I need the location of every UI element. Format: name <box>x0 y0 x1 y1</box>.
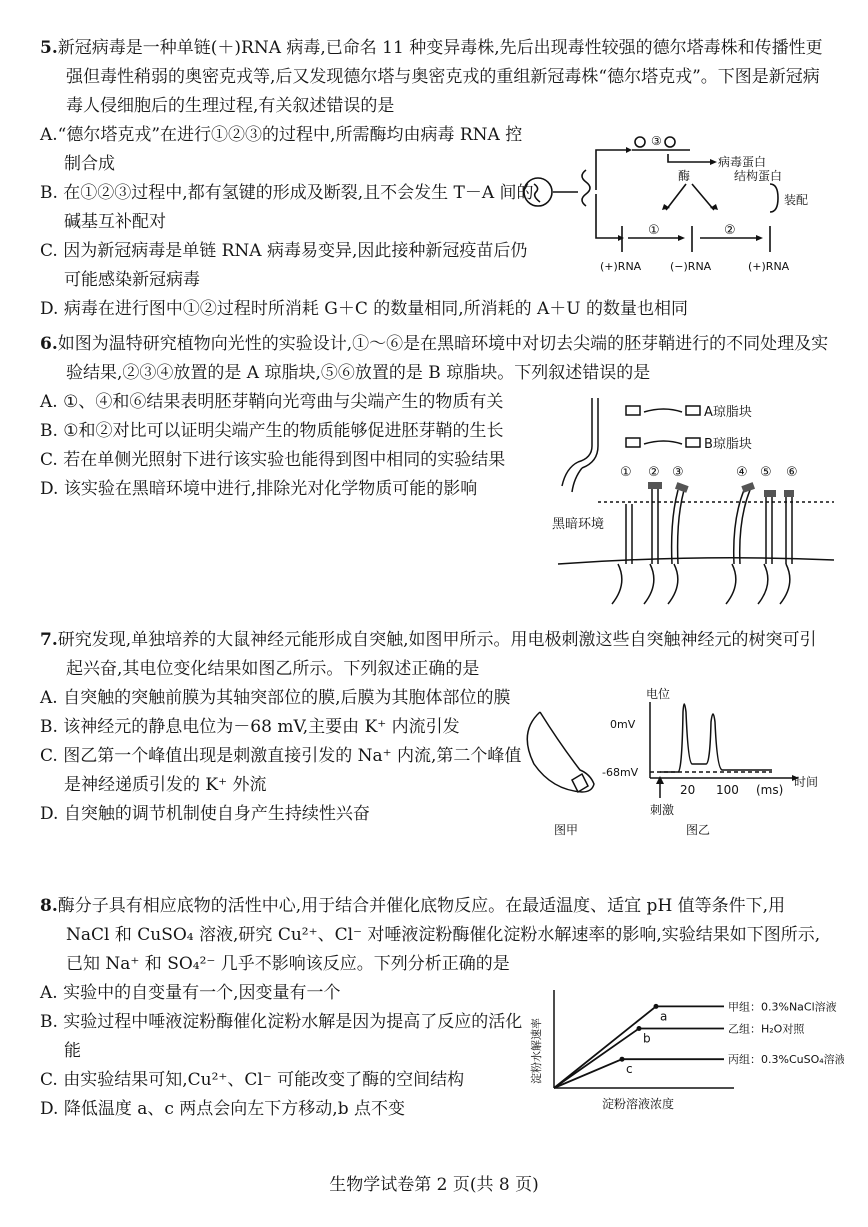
agar-block-a <box>686 406 700 415</box>
figure-enzyme-chart <box>524 984 844 1114</box>
ribosome-1 <box>635 137 645 147</box>
agar-block-a-source <box>626 406 640 415</box>
tick-20: 20 <box>680 783 696 797</box>
label-stimulus: 刺激 <box>650 803 675 817</box>
autapse-terminal <box>572 774 588 792</box>
label-circled-6: ⑥ <box>786 465 798 480</box>
caption-figure-b: 图乙 <box>686 823 711 837</box>
question-stem: 酶分子具有相应底物的活性中心,用于结合并催化底物反应。在最适温度、适宜 pH 值等条件下,用 NaCl 和 CuSO₄ 溶液,研究 Cu²⁺、Cl⁻ 对唾液淀粉酶催化淀粉水解速率的影响,实验结果如下图所示,已知 Na⁺ 和 SO₄²⁻ 几乎不影响该反应。下列分析正确的是 <box>57 896 821 974</box>
branch-top <box>596 150 626 190</box>
option-b: B. ①和②对比可以证明尖端产生的物质能够促进胚芽鞘的生长 <box>40 421 504 441</box>
label-plus-rna-1: (+)RNA <box>600 260 642 273</box>
arrowhead <box>656 776 664 784</box>
virus-rna-coil <box>534 184 540 202</box>
ribosome-2 <box>665 137 675 147</box>
label-minus-rna: (−)RNA <box>670 260 712 273</box>
arrow-enzyme-1 <box>666 184 686 210</box>
option-d: D. 自突触的调节机制使自身产生持续性兴奋 <box>40 804 370 824</box>
question-stem: 如图为温特研究植物向光性的实验设计,①～⑥是在黑暗环境中对切去尖端的胚芽鞘进行的不同处理及实验结果,②③④放置的是 A 琼脂块,⑤⑥放置的是 B 琼脂块。下列叙述错误的是 <box>57 334 829 383</box>
potential-trace <box>660 704 772 772</box>
question-number: 5. <box>40 38 58 58</box>
branch-bottom <box>596 194 618 238</box>
series-point-c <box>620 1057 625 1062</box>
arrow-to-a <box>644 409 682 412</box>
legend-label-2: 乙组：H₂O对照 <box>728 1022 805 1036</box>
agar-block-b-source <box>626 438 640 447</box>
seedling-root <box>562 462 582 492</box>
label-dark-environment: 黑暗环境 <box>552 517 605 532</box>
label-zero-mv: 0mV <box>610 718 636 731</box>
arrow-to-b <box>644 441 682 444</box>
page-footer: 生物学试卷第 2 页(共 8 页) <box>329 1175 539 1195</box>
y-axis-label: 淀粉水解速率 <box>530 1018 543 1084</box>
label-time: 时间 <box>794 775 819 789</box>
point-label-b: b <box>643 1031 651 1046</box>
arrowhead <box>756 235 763 241</box>
option-c: C. 由实验结果可知,Cu²⁺、Cl⁻ 可能改变了酶的空间结构 <box>40 1070 465 1090</box>
label-circled-1: ① <box>620 465 632 480</box>
question-number: 8. <box>40 896 58 916</box>
label-step-2: ② <box>724 223 736 238</box>
question-stem: 研究发现,单独培养的大鼠神经元能形成自突触,如图甲所示。用电极刺激这些自突触神经元的树突可引起兴奋,其电位变化结果如图乙所示。下列叙述正确的是 <box>57 630 817 679</box>
label-structural-protein: 结构蛋白 <box>734 169 783 183</box>
agar-on-4 <box>741 482 755 493</box>
label-step-1: ① <box>648 223 660 238</box>
arrowhead <box>626 147 632 153</box>
agar-on-5 <box>764 490 776 497</box>
coleoptile-tip <box>578 398 592 462</box>
label-viral-protein: 病毒蛋白 <box>718 155 767 169</box>
arrowhead <box>618 235 624 241</box>
virus-particle <box>524 178 552 206</box>
series-point-b <box>637 1026 642 1031</box>
seed-roots <box>612 564 790 604</box>
point-label-a: a <box>660 1009 668 1024</box>
neuron-cell-body <box>527 712 594 792</box>
figure-autapse <box>510 682 830 842</box>
agar-block-b <box>686 438 700 447</box>
agar-on-6 <box>784 490 794 497</box>
label-enzyme: 酶 <box>678 169 691 183</box>
figure-went-experiment <box>548 392 838 620</box>
label-circled-3: ③ <box>672 465 684 480</box>
option-a: A. ①、④和⑥结果表明胚芽鞘向光弯曲与尖端产生的物质有关 <box>40 392 504 412</box>
series-line-1 <box>554 1006 724 1088</box>
option-b: B. 在①②③过程中,都有氢键的形成及断裂,且不会发生 T－A 间的碱基互补配对 <box>40 183 534 232</box>
coleoptile-4 <box>734 490 750 564</box>
label-ms: (ms) <box>756 783 784 797</box>
question-number: 6. <box>40 334 58 354</box>
label-potential: 电位 <box>646 687 671 701</box>
x-axis-label: 淀粉溶液浓度 <box>602 1097 675 1111</box>
option-a: A. 自突触的突触前膜为其轴突部位的膜,后膜为其胞体部位的膜 <box>40 688 511 708</box>
arrow-enzyme-2 <box>692 184 714 210</box>
agar-on-2 <box>648 482 662 489</box>
went-experiment-diagram <box>548 392 838 620</box>
caption-figure-a: 图甲 <box>554 823 579 837</box>
arrow-viral-protein <box>668 154 710 162</box>
label-circled-5: ⑤ <box>760 465 772 480</box>
tick-100: 100 <box>716 783 739 797</box>
option-d: D. 病毒在进行图中①②过程时所消耗 G＋C 的数量相同,所消耗的 A＋U 的数量也相同 <box>40 299 689 319</box>
option-d: D. 降低温度 a、c 两点会向左下方移动,b 点不变 <box>40 1099 405 1119</box>
option-d: D. 该实验在黑暗环境中进行,排除光对化学物质可能的影响 <box>40 479 478 499</box>
coleoptile-6 <box>786 496 792 564</box>
assembly-bracket <box>770 184 778 212</box>
question-number: 7. <box>40 630 58 650</box>
option-c: C. 若在单侧光照射下进行该实验也能得到图中相同的实验结果 <box>40 450 506 470</box>
series-line-3 <box>554 1059 724 1088</box>
option-a: A. 实验中的自变量有一个,因变量有一个 <box>40 983 341 1003</box>
legend-label-1: 甲组：0.3%NaCl溶液 <box>728 1000 837 1014</box>
point-label-c: c <box>626 1062 633 1077</box>
coleoptile-5 <box>766 496 772 564</box>
autapse-diagram <box>510 682 830 842</box>
option-c: C. 因为新冠病毒是单链 RNA 病毒易变异,因此接种新冠疫苗后仍可能感染新冠病毒 <box>40 241 528 290</box>
series-point-a <box>654 1004 659 1009</box>
option-b: B. 该神经元的静息电位为－68 mV,主要由 K⁺ 内流引发 <box>40 717 460 737</box>
arrowhead <box>710 159 717 165</box>
option-b: B. 实验过程中唾液淀粉酶催化淀粉水解是因为提高了反应的活化能 <box>40 1012 523 1061</box>
coleoptile-2 <box>652 488 658 564</box>
series-line-2 <box>554 1028 724 1088</box>
label-plus-rna-2: (+)RNA <box>748 260 790 273</box>
arrowhead <box>678 235 685 241</box>
coleoptile-3 <box>672 490 684 564</box>
released-rna <box>582 170 590 206</box>
enzyme-rate-chart <box>524 984 844 1114</box>
label-agar-a: A琼脂块 <box>704 405 752 420</box>
virus-replication-diagram <box>520 130 840 280</box>
label-agar-b: B琼脂块 <box>704 437 752 452</box>
label-circled-2: ② <box>648 465 660 480</box>
question-stem: 新冠病毒是一种单链(＋)RNA 病毒,已命名 11 种变异毒株,先后出现毒性较强的德尔塔毒株和传播性更强但毒性稍弱的奥密克戎等,后又发现德尔塔与奥密克戎的重组新冠毒株“德尔塔克戎”。下图是新冠病毒人侵细胞后的生理过程,有关叙述错误的是 <box>57 38 823 116</box>
label-circled-3: ③ <box>651 134 662 148</box>
label-assemble: 装配 <box>784 193 809 207</box>
option-c: C. 图乙第一个峰值出现是刺激直接引发的 Na⁺ 内流,第二个峰值是神经递质引发的 K⁺ 外流 <box>40 746 522 795</box>
coleoptile-tip <box>582 398 598 468</box>
option-a: A.“德尔塔克戎”在进行①②③的过程中,所需酶均由病毒 RNA 控制合成 <box>40 125 523 174</box>
figure-virus-replication <box>520 130 840 280</box>
label-rest-mv: -68mV <box>602 766 639 779</box>
label-circled-4: ④ <box>736 465 748 480</box>
legend-label-3: 丙组：0.3%CuSO₄溶液 <box>728 1053 844 1067</box>
